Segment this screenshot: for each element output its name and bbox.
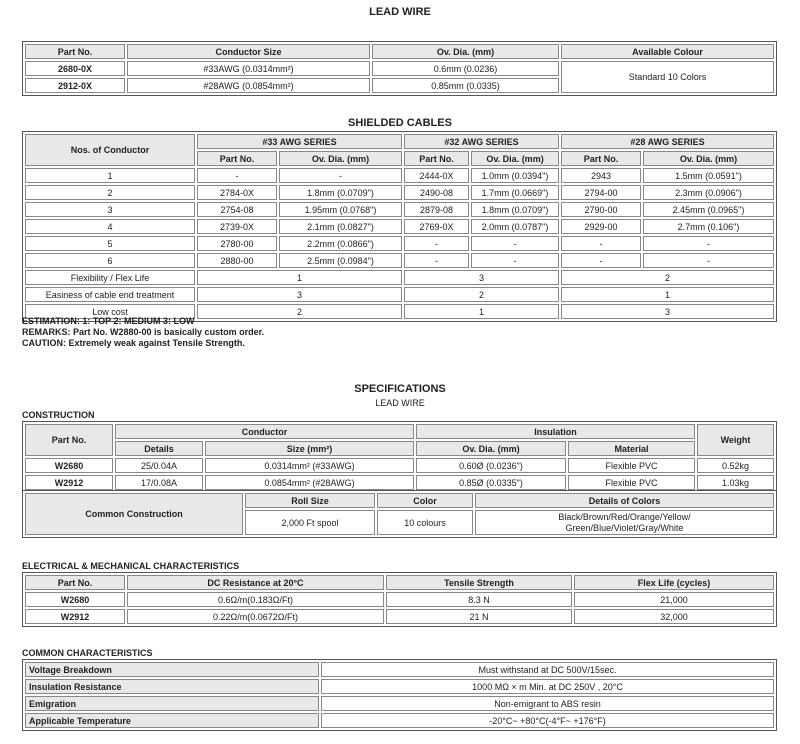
lead-header-ovdia: Ov. Dia. (mm) <box>372 44 559 59</box>
estimation-note: ESTIMATION: 1: TOP 2: MEDIUM 3: LOW <box>22 316 195 326</box>
characteristic-value: Must withstand at DC 500V/15sec. <box>321 662 774 677</box>
rating-label: Low cost <box>25 304 195 319</box>
electrical-header-tensile: Tensile Strength <box>386 575 572 590</box>
table-cell: 0.6Ω/m(0.183Ω/Ft) <box>127 592 384 607</box>
electrical-table <box>22 572 777 627</box>
conductor-count-cell: 4 <box>25 219 195 234</box>
table-row <box>25 679 774 694</box>
table-cell: 1.03kg <box>697 475 774 490</box>
details-colors-value <box>475 510 774 535</box>
table-cell: 0.52kg <box>697 458 774 473</box>
table-cell: - <box>404 236 469 251</box>
rating-label: Flexibility / Flex Life <box>25 270 195 285</box>
common-characteristics-table <box>22 659 777 731</box>
specifications-title: SPECIFICATIONS <box>354 383 446 395</box>
construction-header-weight: Weight <box>697 424 774 456</box>
table-cell: - <box>471 253 559 268</box>
lead-size-cell: #28AWG (0.0854mm²) <box>127 78 370 93</box>
shielded-table <box>22 131 777 322</box>
table-row <box>25 713 774 728</box>
table-row <box>25 592 774 607</box>
lead-colour-cell: Standard 10 Colors <box>561 61 774 93</box>
table-cell: 2444-0X <box>404 168 469 183</box>
rating-row <box>25 270 774 285</box>
rating-cell: 1 <box>561 287 774 302</box>
table-cell: - <box>279 168 402 183</box>
specifications-subtitle: LEAD WIRE <box>375 398 425 408</box>
table-cell: 0.85Ø (0.0335") <box>416 475 566 490</box>
table-row <box>25 696 774 711</box>
construction-header-ovdia: Ov. Dia. (mm) <box>416 441 566 456</box>
part-number-cell: W2912 <box>25 609 125 624</box>
sub-header-ovdia: Ov. Dia. (mm) <box>471 151 559 166</box>
series-28-header: #28 AWG SERIES <box>561 134 774 149</box>
table-cell: 0.60Ø (0.0236") <box>416 458 566 473</box>
conductor-count-cell: 2 <box>25 185 195 200</box>
lead-dia-cell: 0.6mm (0.0236) <box>372 61 559 76</box>
part-number-cell: W2680 <box>25 458 113 473</box>
lead-wire-table <box>22 41 777 96</box>
table-cell: 17/0.08A <box>115 475 203 490</box>
part-number-cell: W2912 <box>25 475 113 490</box>
series-32-header: #32 AWG SERIES <box>404 134 559 149</box>
table-cell: - <box>471 236 559 251</box>
rating-label: Easiness of cable end treatment <box>25 287 195 302</box>
table-cell: 25/0.04A <box>115 458 203 473</box>
lead-header-colour: Available Colour <box>561 44 774 59</box>
common-construction-table <box>22 490 777 538</box>
table-cell: 2739-0X <box>197 219 277 234</box>
table-cell: 2784-0X <box>197 185 277 200</box>
table-row <box>25 202 774 217</box>
construction-table <box>22 421 777 493</box>
table-cell: 2.1mm (0.0827") <box>279 219 402 234</box>
characteristic-value: 1000 MΩ × m Min. at DC 250V , 20°C <box>321 679 774 694</box>
table-cell: 1.8mm (0.0709") <box>279 185 402 200</box>
rating-row <box>25 287 774 302</box>
characteristic-value: -20°C~ +80°C(-4°F~ +176°F) <box>321 713 774 728</box>
caution-note: CAUTION: Extremely weak against Tensile Strength. <box>22 338 245 348</box>
table-cell: - <box>561 253 641 268</box>
table-cell: - <box>561 236 641 251</box>
shielded-title: SHIELDED CABLES <box>348 117 452 129</box>
construction-header-part: Part No. <box>25 424 113 456</box>
rating-cell: 2 <box>197 304 402 319</box>
table-cell: 1.8mm (0.0709") <box>471 202 559 217</box>
conductor-count-cell: 1 <box>25 168 195 183</box>
table-row <box>25 662 774 677</box>
characteristic-value: Non-emigrant to ABS resin <box>321 696 774 711</box>
construction-header-material: Material <box>568 441 695 456</box>
rating-cell: 2 <box>404 287 559 302</box>
table-cell: 2880-00 <box>197 253 277 268</box>
table-cell: 1.7mm (0.0669") <box>471 185 559 200</box>
table-cell: 32,000 <box>574 609 774 624</box>
table-cell: 2754-08 <box>197 202 277 217</box>
table-cell: 21 N <box>386 609 572 624</box>
characteristic-label: Voltage Breakdown <box>25 662 319 677</box>
rating-cell: 1 <box>197 270 402 285</box>
table-row <box>25 609 774 624</box>
conductor-count-cell: 3 <box>25 202 195 217</box>
roll-size-value: 2,000 Ft spool <box>245 510 375 535</box>
table-row <box>25 475 774 490</box>
table-cell: 2769-0X <box>404 219 469 234</box>
table-cell: 2.3mm (0.0906") <box>643 185 774 200</box>
construction-header-conductor: Conductor <box>115 424 414 439</box>
details-colors-line: Green/Blue/Violet/Gray/White <box>565 522 684 533</box>
remarks-note: REMARKS: Part No. W2880-00 is basically custom order. <box>22 327 265 337</box>
table-cell: - <box>404 253 469 268</box>
table-cell: 0.0854mm² (#28AWG) <box>205 475 414 490</box>
table-cell: - <box>197 168 277 183</box>
shielded-header-conductors: Nos. of Conductor <box>25 134 195 166</box>
conductor-count-cell: 5 <box>25 236 195 251</box>
table-cell: 0.0314mm² (#33AWG) <box>205 458 414 473</box>
characteristic-label: Insulation Resistance <box>25 679 319 694</box>
conductor-count-cell: 6 <box>25 253 195 268</box>
table-cell: 2.2mm (0.0866") <box>279 236 402 251</box>
electrical-header-flex: Flex Life (cycles) <box>574 575 774 590</box>
sub-header-part: Part No. <box>197 151 277 166</box>
table-cell: 8.3 N <box>386 592 572 607</box>
common-characteristics-label: COMMON CHARACTERISTICS <box>22 648 153 658</box>
table-cell: 1.0mm (0.0394") <box>471 168 559 183</box>
details-colors-header: Details of Colors <box>475 493 774 508</box>
sub-header-ovdia: Ov. Dia. (mm) <box>279 151 402 166</box>
electrical-header-part: Part No. <box>25 575 125 590</box>
table-cell: 2.45mm (0.0965") <box>643 202 774 217</box>
lead-header-part: Part No. <box>25 44 125 59</box>
construction-header-details: Details <box>115 441 203 456</box>
rating-cell: 3 <box>404 270 559 285</box>
table-cell: - <box>643 236 774 251</box>
construction-header-size: Size (mm²) <box>205 441 414 456</box>
table-row <box>25 168 774 183</box>
table-cell: 2790-00 <box>561 202 641 217</box>
table-cell: - <box>643 253 774 268</box>
table-row <box>25 236 774 251</box>
sub-header-ovdia: Ov. Dia. (mm) <box>643 151 774 166</box>
lead-part-cell: 2680-0X <box>25 61 125 76</box>
table-cell: 2929-00 <box>561 219 641 234</box>
construction-label: CONSTRUCTION <box>22 410 95 420</box>
table-row <box>25 458 774 473</box>
sub-header-part: Part No. <box>404 151 469 166</box>
table-row <box>25 253 774 268</box>
characteristic-label: Emigration <box>25 696 319 711</box>
rating-cell: 3 <box>197 287 402 302</box>
table-cell: 2794-00 <box>561 185 641 200</box>
details-colors-line: Black/Brown/Red/Orange/Yellow/ <box>558 511 691 522</box>
table-cell: 2780-00 <box>197 236 277 251</box>
table-cell: 0.22Ω/m(0.0672Ω/Ft) <box>127 609 384 624</box>
rating-cell: 3 <box>561 304 774 319</box>
table-row <box>25 185 774 200</box>
lead-header-conductor: Conductor Size <box>127 44 370 59</box>
lead-size-cell: #33AWG (0.0314mm²) <box>127 61 370 76</box>
series-33-header: #33 AWG SERIES <box>197 134 402 149</box>
table-row <box>25 219 774 234</box>
color-header: Color <box>377 493 473 508</box>
table-cell: 2.7mm (0.106") <box>643 219 774 234</box>
electrical-label: ELECTRICAL & MECHANICAL CHARACTERISTICS <box>22 561 240 571</box>
table-cell: 2.0mm (0.0787") <box>471 219 559 234</box>
rating-cell: 1 <box>404 304 559 319</box>
table-cell: 2490-08 <box>404 185 469 200</box>
table-cell: 21,000 <box>574 592 774 607</box>
construction-header-insulation: Insulation <box>416 424 695 439</box>
lead-part-cell: 2912-0X <box>25 78 125 93</box>
sub-header-part: Part No. <box>561 151 641 166</box>
table-cell: 1.95mm (0.0768") <box>279 202 402 217</box>
table-cell: 1.5mm (0.0591") <box>643 168 774 183</box>
lead-wire-title: LEAD WIRE <box>369 6 431 18</box>
roll-size-header: Roll Size <box>245 493 375 508</box>
color-value: 10 colours <box>377 510 473 535</box>
characteristic-label: Applicable Temperature <box>25 713 319 728</box>
common-construction-label: Common Construction <box>25 493 243 535</box>
table-cell: Flexible PVC <box>568 458 695 473</box>
table-cell: 2.5mm (0.0984") <box>279 253 402 268</box>
table-cell: 2879-08 <box>404 202 469 217</box>
rating-cell: 2 <box>561 270 774 285</box>
lead-dia-cell: 0.85mm (0.0335) <box>372 78 559 93</box>
electrical-header-resistance: DC Resistance at 20°C <box>127 575 384 590</box>
table-cell: Flexible PVC <box>568 475 695 490</box>
part-number-cell: W2680 <box>25 592 125 607</box>
table-cell: 2943 <box>561 168 641 183</box>
